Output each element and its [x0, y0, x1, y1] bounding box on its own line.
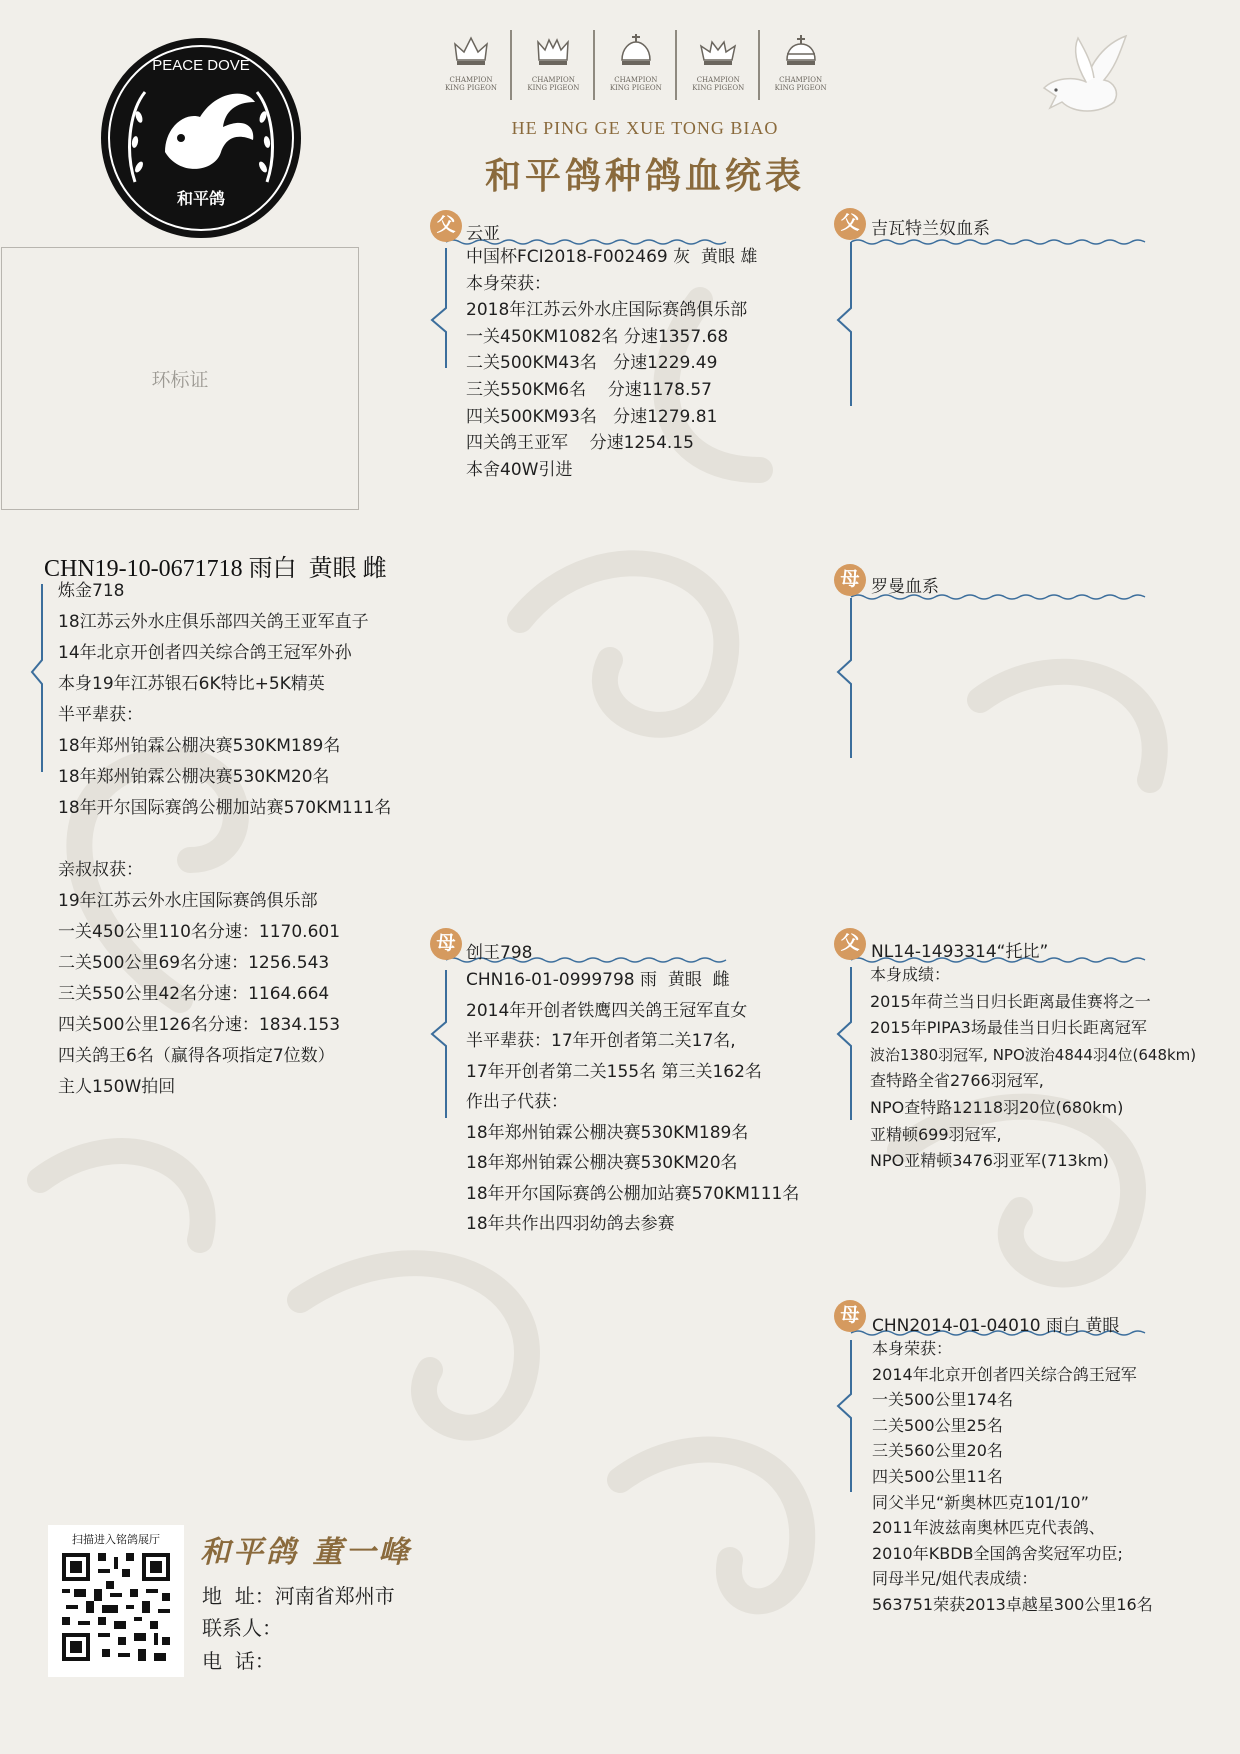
sire-sire-badge: 父: [834, 208, 866, 240]
sire-line: 中国杯FCI2018-F002469 灰 黄眼 雄: [466, 247, 758, 267]
dam-line: 18年共作出四羽幼鸽去参赛: [466, 1214, 675, 1234]
dam-dam-line: 三关560公里20名: [872, 1441, 1003, 1461]
sire-sire-label: 吉瓦特兰奴血系: [871, 219, 990, 239]
sire-line: 2018年江苏云外水庄国际赛鸽俱乐部: [466, 300, 748, 321]
dam-line: 17年开创者第二关155名 第三关162名: [466, 1061, 762, 1082]
bracket-sire-dam: [838, 598, 851, 758]
dam-dam-line: 四关500公里11名: [872, 1466, 1003, 1486]
dam-sire-details: [870, 962, 1230, 1175]
subject-line: 14年北京开创者四关综合鸽王冠军外孙: [58, 643, 352, 663]
crown-caption-1: CHAMPION: [614, 76, 658, 84]
sire-line: 四关500KM93名 分速1279.81: [466, 406, 718, 427]
crown-caption-2: KING PIGEON: [609, 84, 662, 92]
subject-line: 二关500公里69名分速：1256.543: [58, 953, 330, 973]
dam-line: 18年郑州铂霖公棚决赛530KM20名: [466, 1153, 738, 1173]
logo-text-center: 和平鸽: [176, 189, 226, 208]
subject-line: 18年开尔国际赛鸽公棚加站赛570KM111名: [58, 798, 392, 818]
qr-code-card[interactable]: [48, 1525, 184, 1677]
dam-line: 18年开尔国际赛鸽公棚加站赛570KM111名: [466, 1183, 800, 1204]
bracket-dam-sire: [838, 967, 851, 1120]
dam-label: 创王798: [466, 943, 533, 963]
crown-caption-1: CHAMPION: [449, 76, 493, 84]
dam-line: 半平辈获：17年开创者第二关17名,: [466, 1031, 736, 1051]
contact-person: 联系人：: [202, 1616, 282, 1640]
subject-line: 四关500公里126名分速：1834.153: [58, 1015, 341, 1035]
sire-line: 本身荣获：: [466, 273, 551, 294]
crown-caption-1: CHAMPION: [779, 76, 823, 84]
dam-details: [466, 965, 836, 1240]
subject-line: 四关鸽王6名（赢得各项指定7位数）: [58, 1046, 335, 1066]
dam-dam-line: 同母半兄/姐代表成绩：: [872, 1569, 1038, 1589]
crown-caption-1: CHAMPION: [531, 76, 575, 84]
dam-sire-line: NPO亚精顿3476羽亚军(713km): [870, 1151, 1109, 1171]
sire-line: 本舍40W引进: [466, 459, 573, 480]
crown-caption-2: KING PIGEON: [445, 84, 497, 92]
dam-sire-badge: 父: [834, 928, 866, 960]
dam-dam-line: 2014年北京开创者四关综合鸽王冠军: [872, 1364, 1137, 1384]
sire-dam-badge: 母: [834, 564, 866, 596]
dam-badge: 母: [430, 928, 462, 960]
crown-caption-2: KING PIGEON: [774, 84, 827, 92]
dam-dam-line: 同父半兄“新奥林匹克101/10”: [872, 1492, 1089, 1512]
sire-line: 四关鸽王亚军 分速1254.15: [466, 433, 694, 454]
title-pinyin: HE PING GE XUE TONG BIAO: [511, 118, 779, 138]
crown-caption-2: KING PIGEON: [527, 84, 580, 92]
qr-caption: 扫描进入铭鸽展厅: [72, 1533, 160, 1546]
subject-line: 一关450公里110名分速：1170.601: [58, 922, 341, 942]
subject-line: 亲叔叔获：: [58, 860, 143, 880]
wavy-underline-sire-sire: [851, 240, 1145, 244]
subject-line: 半平辈获：: [58, 705, 143, 725]
dam-sire-line: NPO查特路12118羽20位(680km): [870, 1097, 1124, 1117]
bracket-sire: [432, 248, 446, 368]
subject-heading: CHN19-10-0671718 雨白 黄眼 雌: [44, 556, 387, 582]
page-title: 和平鸽种鸽血统表: [484, 155, 805, 197]
dam-dam-line: 563751荣获2013卓越星300公里16名: [872, 1594, 1153, 1614]
dam-line: 作出子代获：: [466, 1092, 568, 1112]
dam-line: 18年郑州铂霖公棚决赛530KM189名: [466, 1122, 749, 1143]
qr-code-icon: [58, 1549, 174, 1665]
sire-line: 二关500KM43名 分速1229.49: [466, 353, 718, 374]
sire-dam-label: 罗曼血系: [871, 577, 939, 597]
subject-line: 炼金718: [58, 581, 125, 601]
dam-sire-label: NL14-1493314“托比”: [871, 942, 1049, 962]
dam-dam-line: 一关500公里174名: [872, 1390, 1014, 1410]
crown-caption-1: CHAMPION: [696, 76, 740, 84]
dam-dam-line: 2010年KBDB全国鸽舍奖冠军功臣;: [872, 1543, 1123, 1563]
dam-sire-line: 2015年PIPA3场最佳当日归长距离冠军: [870, 1018, 1147, 1038]
dam-sire-line: 波治1380羽冠军, NPO波治4844羽4位(648km): [870, 1045, 1197, 1064]
dam-dam-details: [872, 1336, 1232, 1618]
contact-phone: 电 话：: [202, 1649, 275, 1673]
sire-badge: 父: [430, 210, 462, 242]
dam-dam-line: 本身荣获：: [872, 1339, 953, 1358]
sire-label: 云亚: [466, 224, 500, 244]
dam-dam-line: 二关500公里25名: [872, 1415, 1003, 1435]
contact-address: 地 址：河南省郑州市: [202, 1584, 395, 1608]
bracket-sire-sire: [838, 242, 851, 406]
contact-title: 和平鸽 董一峰: [200, 1535, 412, 1570]
dam-line: 2014年开创者铁鹰四关鸽王冠军直女: [466, 1000, 748, 1021]
subject-line: 主人150W拍回: [58, 1077, 176, 1097]
subject-line: 18江苏云外水庄俱乐部四关鸽王亚军直子: [58, 612, 369, 632]
dam-sire-line: 亚精顿699羽冠军,: [870, 1124, 1002, 1144]
dam-dam-badge: 母: [834, 1300, 866, 1332]
dam-sire-line: 查特路全省2766羽冠军,: [870, 1071, 1044, 1091]
dam-sire-line: 本身成绩：: [870, 965, 951, 984]
sire-line: 一关450KM1082名 分速1357.68: [466, 326, 729, 347]
dam-dam-label: CHN2014-01-04010 雨白 黄眼: [872, 1316, 1120, 1336]
bracket-subject: [32, 584, 42, 772]
logo-text-top: PEACE DOVE: [152, 57, 250, 74]
sire-details: [466, 244, 826, 483]
subject-line: 本身19年江苏银石6K特比+5K精英: [58, 674, 325, 694]
dam-sire-line: 2015年荷兰当日归长距离最佳赛将之一: [870, 991, 1151, 1011]
subject-line: 19年江苏云外水庄国际赛鸽俱乐部: [58, 891, 318, 911]
bracket-dam-dam: [838, 1340, 851, 1492]
subject-line: 三关550公里42名分速：1164.664: [58, 984, 330, 1004]
subject-line: [58, 824, 448, 855]
dam-line: CHN16-01-0999798 雨 黄眼 雌: [466, 970, 730, 990]
ring-box-label: 环标证: [151, 369, 209, 391]
subject-line: 18年郑州铂霖公棚决赛530KM189名: [58, 736, 341, 756]
sire-line: 三关550KM6名 分速1178.57: [466, 379, 712, 400]
subject-details: [58, 576, 448, 1103]
crown-caption-2: KING PIGEON: [692, 84, 745, 92]
dam-dam-line: 2011年波兹南奥林匹克代表鸽、: [872, 1518, 1105, 1538]
subject-line: 18年郑州铂霖公棚决赛530KM20名: [58, 767, 330, 787]
